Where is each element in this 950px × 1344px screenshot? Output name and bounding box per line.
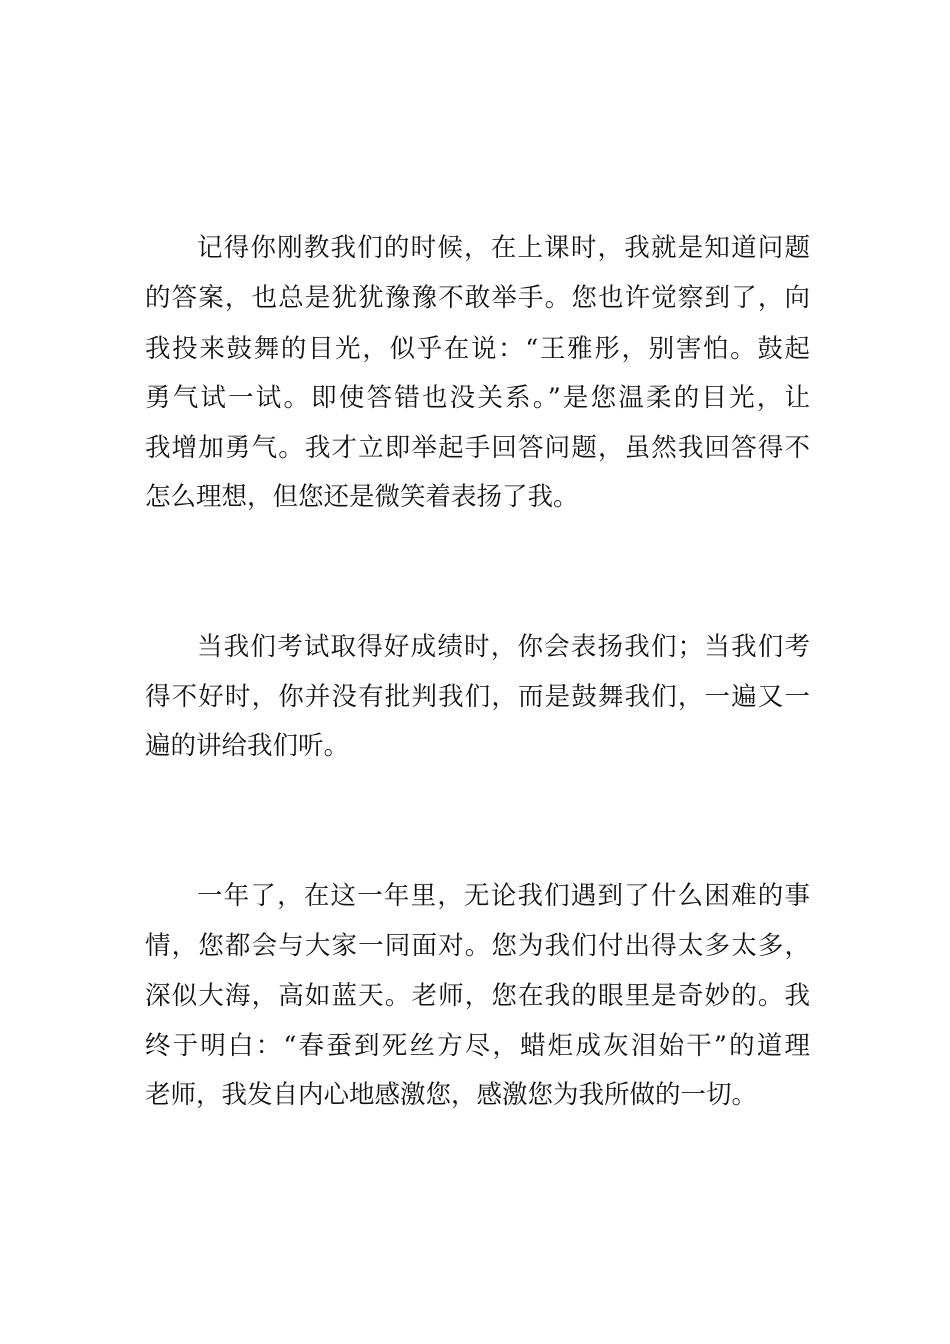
paragraph-line: 我投来鼓舞的目光，似乎在说：“王雅彤，别害怕。鼓起 bbox=[145, 334, 810, 364]
paragraph-line: 记得你刚教我们的时候，在上课时，我就是知道问题 bbox=[197, 233, 810, 263]
paragraph-line: 老师，我发自内心地感激您，感激您为我所做的一切。 bbox=[145, 1080, 758, 1110]
paragraph-line: 的答案，也总是犹犹豫豫不敢举手。您也许觉察到了，向 bbox=[145, 283, 810, 313]
paragraph-line: 勇气试一试。即使答错也没关系。”是您温柔的目光，让 bbox=[145, 383, 810, 413]
paragraph-line: 深似大海，高如蓝天。老师，您在我的眼里是奇妙的。我 bbox=[145, 981, 810, 1011]
paragraph-line: 当我们考试取得好成绩时，你会表扬我们；当我们考 bbox=[197, 632, 810, 662]
paragraph-line: 得不好时，你并没有批判我们，而是鼓舞我们，一遍又一 bbox=[145, 682, 810, 712]
paragraph-line: 怎么理想，但您还是微笑着表扬了我。 bbox=[145, 482, 579, 512]
paragraph-line: 遍的讲给我们听。 bbox=[145, 731, 350, 761]
paragraph-line: 情，您都会与大家一同面对。您为我们付出得太多太多， bbox=[145, 931, 810, 961]
paragraph-line: 一年了，在这一年里，无论我们遇到了什么困难的事 bbox=[197, 881, 810, 911]
paragraph-line: 我增加勇气。我才立即举起手回答问题，虽然我回答得不 bbox=[145, 433, 810, 463]
paragraph-line: 终于明白：“春蚕到死丝方尽，蜡炬成灰泪始干”的道理 bbox=[145, 1031, 810, 1061]
